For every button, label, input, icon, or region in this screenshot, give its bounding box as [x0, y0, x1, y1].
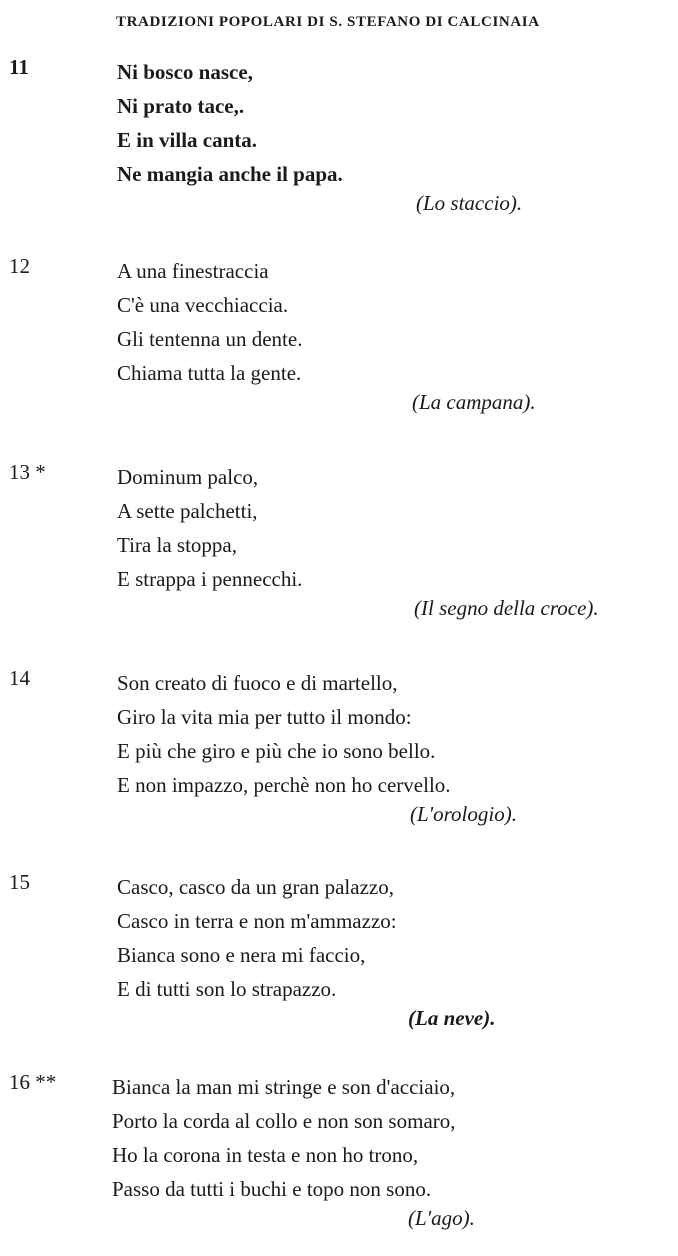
verse-line: Casco, casco da un gran palazzo, [117, 875, 394, 899]
riddle-verse [117, 870, 397, 1006]
verse-line: Gli tentenna un dente. [117, 327, 303, 351]
riddle-number: 13 * [9, 460, 46, 484]
verse-line: E più che giro e più che io sono bello. [117, 739, 436, 763]
verse-line: Bianca sono e nera mi faccio, [117, 943, 366, 967]
riddle-answer: (Il segno della croce). [414, 596, 599, 620]
riddle-answer: (Lo staccio). [416, 191, 523, 215]
verse-line: A sette palchetti, [117, 499, 258, 523]
riddle-verse [112, 1070, 456, 1206]
riddle-number: 15 [9, 870, 30, 894]
riddle-verse [117, 460, 302, 596]
riddle-answer: (La campana). [412, 390, 536, 414]
verse-line: Bianca la man mi stringe e son d'acciaio, [112, 1075, 456, 1099]
riddle-verse [117, 666, 451, 802]
verse-line: Ne mangia anche il papa. [117, 162, 343, 186]
riddle-verse [117, 254, 302, 390]
verse-line: Giro la vita mia per tutto il mondo: [117, 705, 412, 729]
running-header: TRADIZIONI POPOLARI DI S. STEFANO DI CALCINAIA [116, 14, 540, 30]
riddle-number: 12 [9, 254, 30, 278]
verse-line: E di tutti son lo strapazzo. [117, 977, 337, 1001]
verse-line: A una finestraccia [117, 259, 269, 283]
riddle-verse [117, 55, 343, 191]
verse-line: Casco in terra e non m'ammazzo: [117, 909, 397, 933]
riddle-answer: (L'orologio). [410, 802, 517, 826]
verse-line: E non impazzo, perchè non ho cervello. [117, 773, 451, 797]
riddle-number: 14 [9, 666, 30, 690]
riddle-answer: (La neve). [408, 1006, 496, 1030]
verse-line: Ho la corona in testa e non ho trono, [112, 1143, 419, 1167]
verse-line: Son creato di fuoco e di martello, [117, 671, 398, 695]
verse-line: Passo da tutti i buchi e topo non sono. [112, 1177, 432, 1201]
verse-line: Tira la stoppa, [117, 533, 237, 557]
riddle-number: 11 [9, 55, 29, 79]
verse-line: Chiama tutta la gente. [117, 361, 302, 385]
riddle-answer: (L'ago). [408, 1206, 475, 1230]
verse-line: E in villa canta. [117, 128, 258, 152]
verse-line: C'è una vecchiaccia. [117, 293, 289, 317]
verse-line: Ni prato tace,. [117, 94, 245, 118]
verse-line: Porto la corda al collo e non son somaro, [112, 1109, 456, 1133]
verse-line: E strappa i pennecchi. [117, 567, 303, 591]
verse-line: Dominum palco, [117, 465, 259, 489]
riddle-number: 16 ** [9, 1070, 57, 1094]
verse-line: Ni bosco nasce, [117, 60, 253, 84]
